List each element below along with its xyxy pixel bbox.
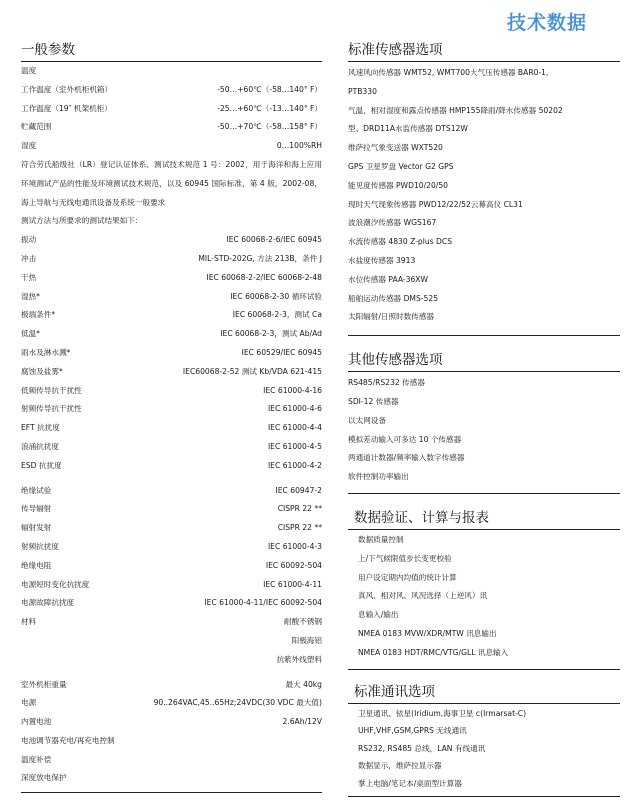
list-item: 波浪潮汐传感器 WGS167 (348, 218, 437, 228)
list-item: 维萨拉气象变送器 WXT520 (348, 143, 443, 153)
list-item: 模拟差动输入可多达 10 个传感器 (348, 434, 462, 444)
spec-value: IEC 60068-2-3，测试 Ab/Ad (220, 329, 322, 339)
list-item: 用户设定期内均值的统计计算 (358, 572, 457, 582)
other-sensors-title: 其他传感器选项 (348, 352, 443, 369)
spec-value: 阳极海铝 (291, 635, 322, 645)
list-item: 两通道计数器/频率输入数字传感器 (348, 453, 465, 463)
temperature-rows (21, 62, 322, 156)
spec-row (21, 382, 322, 401)
other-sensors-list (348, 372, 620, 487)
emc-rows (21, 482, 322, 670)
spec-value: IEC 61000-4-16 (263, 385, 322, 395)
spec-row (21, 137, 322, 156)
list-item: 能见度传感器 PWD10/20/50 (348, 180, 449, 190)
sensors-list (348, 62, 620, 327)
list-item: 型、DRD11A水监传感器 DTS12W (348, 124, 468, 134)
spec-value: -50…+70℃（-58…158° F） (217, 122, 322, 132)
spec-value: IEC 61000-4-5 (267, 441, 322, 451)
spec-label: 温度补偿 (21, 754, 52, 764)
spec-row (21, 713, 322, 732)
spec-row (21, 576, 322, 595)
spec-label: 浪涌抗扰度 (21, 441, 59, 451)
spec-value: CISPR 22 ** (277, 504, 322, 514)
spec-row (21, 769, 322, 788)
spec-value: IEC 61000-4-4 (267, 423, 322, 433)
list-item: 风速风向传感器 WMT52, WMT700大气压传感器 BAR0-1, (348, 68, 549, 77)
spec-value: -50…+60℃（-58…140° F） (217, 84, 322, 94)
spec-row (21, 325, 322, 344)
spec-row (21, 438, 322, 457)
spec-row (21, 557, 322, 576)
list-item: NMEA 0183 HDT/RMC/VTG/GLL 讯息输入 (358, 647, 509, 657)
spec-value: IEC 61000-4-2 (267, 460, 322, 470)
spec-label: 工作温度（19″ 机架机柜） (21, 103, 112, 113)
spec-value: IEC 60529/IEC 60945 (241, 347, 322, 357)
spec-label: 内置电池 (21, 717, 52, 727)
spec-row (21, 751, 322, 770)
spec-label: 振动 (21, 235, 37, 245)
list-item: UHF,VHF,GSM,GPRS 无线通讯 (358, 726, 467, 736)
list-item: 卫星通讯、铱星(Iridium,海事卫星 c(Irmarsat-C) (358, 708, 527, 718)
spec-value: -25…+60℃（-13…140° F） (217, 103, 322, 113)
spec-row (21, 632, 322, 651)
spec-value: IEC 60068-2-3，测试 Ca (232, 310, 322, 320)
spec-value: IEC 61000-4-6 (267, 404, 322, 414)
spec-label: 绝缘电阻 (21, 560, 52, 570)
list-item: PTB330 (348, 86, 377, 96)
list-item: RS485/RS232 传感器 (348, 378, 425, 388)
spec-label: 辐射发射 (21, 523, 52, 533)
spec-label: 湿度 (21, 141, 37, 151)
spec-label: ESD 抗扰度 (21, 460, 62, 470)
spec-label: 材料 (21, 617, 37, 627)
spec-label: 传导辐射 (21, 504, 52, 514)
spec-value: 0…100%RH (276, 141, 322, 151)
spec-label: 室外机柜重量 (21, 679, 67, 689)
list-item: 真风、相对风、风况选择（上逆风）讯 (358, 591, 488, 601)
spec-value: 抗紫外线塑料 (276, 654, 322, 664)
comms-list (348, 704, 620, 793)
spec-row (21, 538, 322, 557)
spec-value: 90..264VAC,45..65Hz;24VDC(30 VDC 最大值) (153, 698, 322, 708)
spec-value: IEC 60947-2 (275, 485, 322, 495)
spec-label: 极端条件* (21, 310, 56, 320)
list-item: 数据质量控制 (358, 534, 404, 544)
page-title: 技术数据 (506, 12, 587, 34)
spec-label: 电源故障抗扰度 (21, 598, 75, 608)
spec-row (21, 694, 322, 713)
spec-row (21, 269, 322, 288)
spec-value: IEC 61000-4-3 (267, 541, 322, 551)
sensors-title: 标准传感器选项 (348, 42, 443, 58)
section-divider (21, 792, 322, 793)
spec-row (21, 482, 322, 501)
list-item: 以太网设备 (348, 415, 386, 425)
list-item: GPS 卫星罗盘 Vector G2 GPS (348, 161, 454, 171)
spec-value: CISPR 22 ** (277, 523, 322, 533)
standards-paragraph: 符合劳氏船级社（LR）登记认证体系、测试技术规范 1 号：2002，用于海洋和海上应用环境测试产品的性能及环境测试技术规范，以及 60945 国际标准，第 4 版，2002-08，海上导航与无线电通讯设备及系统一般要求 (21, 159, 322, 207)
spec-value: IEC60068-2-52 测试 Kb/VDA 621-415 (182, 366, 322, 376)
test-rows (21, 212, 322, 475)
spec-value: MIL-STD-202G, 方法 213B，条件 J (198, 253, 322, 263)
spec-row (21, 118, 322, 137)
list-item: 数据显示，维萨拉显示器 (358, 761, 442, 771)
spec-label: 贮藏范围 (21, 122, 52, 132)
list-item: 船舶运动传感器 DMS-525 (348, 293, 439, 303)
spec-row (21, 594, 322, 613)
spec-row (21, 613, 322, 632)
spec-label: 测试方法与所要求的测试结果如下： (21, 216, 143, 226)
section-divider (348, 493, 620, 494)
list-item: 水盐度传感器 3913 (348, 255, 416, 265)
spec-value: IEC 61000-4-11 (263, 579, 322, 589)
list-item: 水位传感器 PAA-36XW (348, 274, 429, 284)
validation-title: 数据验证、计算与报表 (354, 509, 489, 526)
spec-label: 干热 (21, 272, 37, 282)
list-item: 息输入/输出 (358, 610, 399, 620)
list-item: 气温、相对湿度和露点传感器 HMP155降雨/降水传感器 50202 (348, 105, 563, 115)
list-item: SDI-12 传感器 (348, 396, 399, 406)
spec-label: 射频抗扰度 (21, 541, 59, 551)
spec-row (21, 306, 322, 325)
list-item: NMEA 0183 MVW/XDR/MTW 讯息输出 (358, 628, 497, 638)
spec-label: 绝缘试验 (21, 485, 52, 495)
comms-title: 标准通讯选项 (354, 683, 435, 700)
spec-label: 射频传导抗干扰性 (21, 404, 82, 414)
spec-row (21, 732, 322, 751)
spec-row (21, 81, 322, 100)
spec-value: IEC 60068-2-30 循环试验 (230, 291, 322, 301)
list-item: 掌上电脑/笔记本/桌面型计算器 (358, 778, 462, 788)
spec-row (21, 400, 322, 419)
spec-label: 深度放电保护 (21, 773, 67, 783)
spec-row (21, 651, 322, 670)
list-item: 软件控制功率输出 (348, 472, 409, 482)
spec-row (21, 231, 322, 250)
spec-row (21, 500, 322, 519)
list-item: 现时天气现象传感器 PWD12/22/52云幕高仪 CL31 (348, 199, 523, 209)
power-rows (21, 676, 322, 789)
spec-label: 湿热* (21, 291, 40, 301)
spec-label: EFT 抗扰度 (21, 423, 60, 433)
spec-row (21, 676, 322, 695)
spec-row (21, 344, 322, 363)
spec-row (21, 519, 322, 538)
spec-value: IEC 60068-2-2/IEC 60068-2-48 (206, 272, 322, 282)
spec-label: 电源 (21, 698, 37, 708)
spec-value: 耐酸不锈钢 (284, 617, 322, 627)
section-divider (348, 796, 620, 797)
spec-row (21, 212, 322, 231)
general-params-column (21, 38, 322, 793)
general-params-title: 一般参数 (21, 42, 75, 58)
section-divider (348, 669, 620, 670)
spec-label: 电源短时变化抗扰度 (21, 579, 90, 589)
spec-label: 低温* (21, 329, 40, 339)
spec-label: 雨水及淋水溅* (21, 347, 71, 357)
spec-row (21, 457, 322, 476)
spec-row (21, 250, 322, 269)
spec-label: 腐蚀及盐雾* (21, 366, 63, 376)
list-item: 水流传感器 4830 Z-plus DCS (348, 237, 453, 247)
spec-row (21, 363, 322, 382)
spec-label: 电池调节器充电/再充电控制 (21, 735, 115, 745)
validation-list (348, 530, 620, 663)
spec-value: IEC 61000-4-11/IEC 60092-504 (204, 598, 322, 608)
list-item: 上/下气候限值步长变更校验 (358, 553, 452, 563)
list-item: RS232, RS485 总线，LAN 有线通讯 (358, 743, 486, 753)
spec-label: 低频传导抗干扰性 (21, 385, 82, 395)
spec-row (21, 419, 322, 438)
spec-label: 温度 (21, 66, 37, 75)
spec-label: 工作温度（室外机柜机箱） (21, 84, 113, 94)
section-divider (348, 335, 620, 336)
spec-value: IEC 60092-504 (265, 560, 322, 570)
options-column (348, 38, 620, 797)
spec-value: IEC 60068-2-6/IEC 60945 (226, 235, 322, 245)
spec-row (21, 62, 322, 81)
spec-row (21, 100, 322, 119)
spec-label: 冲击 (21, 253, 37, 263)
list-item: 太阳辐射/日照时数传感器 (348, 312, 435, 322)
spec-value: 最大 40kg (285, 679, 322, 689)
spec-value: 2.6Ah/12V (282, 717, 322, 727)
spec-row (21, 288, 322, 307)
